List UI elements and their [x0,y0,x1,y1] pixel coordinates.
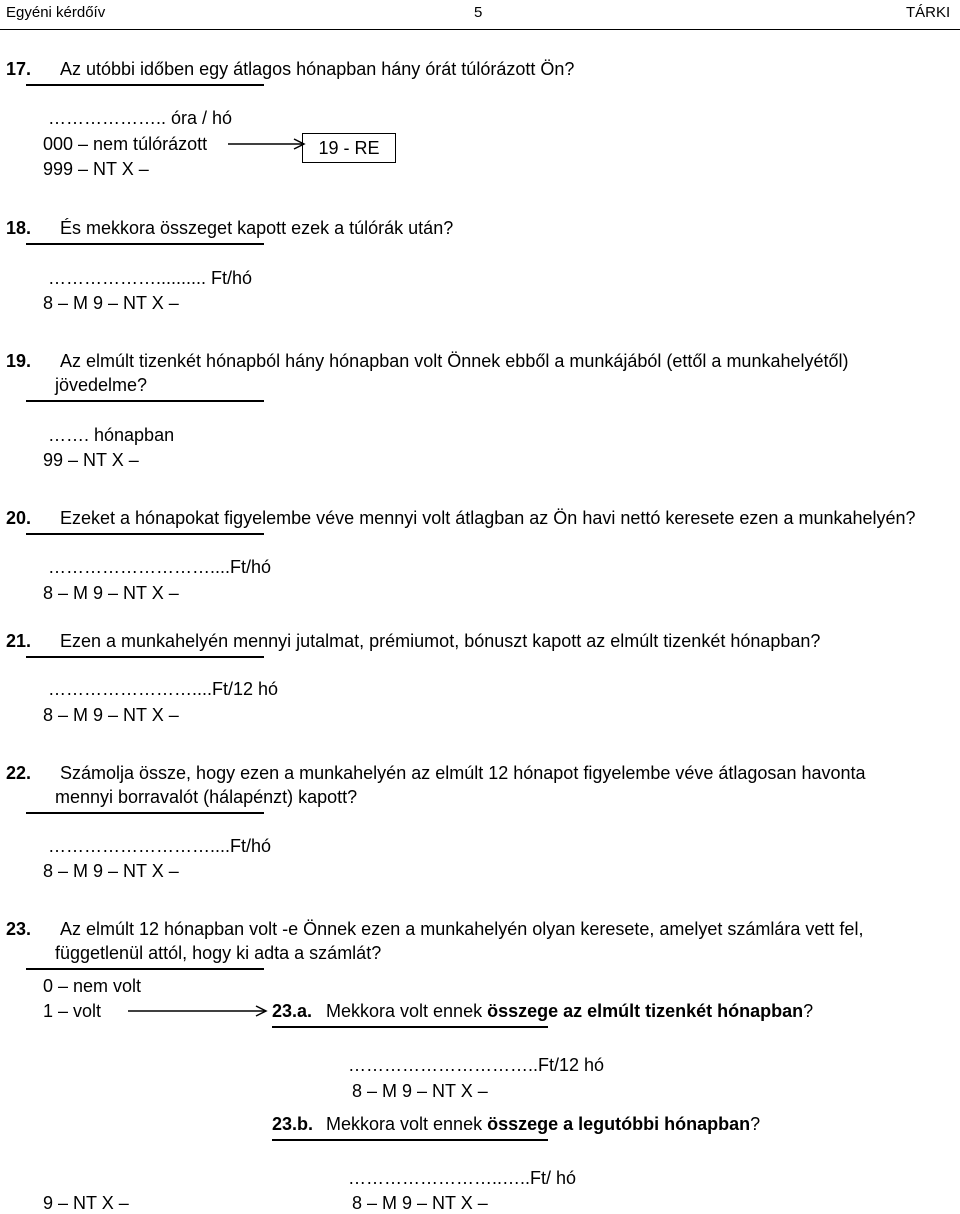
page-number: 5 [474,4,483,21]
q17-skip-box: 19 - RE [302,133,396,163]
q19-text-line1: Az elmúlt tizenkét hónapból hány hónapban volt Önnek ebből a munkájából (ettől a munkahelyétől) [60,351,849,371]
q17-number: 17. [6,59,32,79]
q17-answer: ……………….. óra / hó [48,108,233,128]
q21-number: 21. [6,631,32,651]
q23-number: 23. [6,919,32,939]
q17-rule [26,84,264,86]
q23-arrow [128,1006,270,1022]
q23b-rule [272,1139,548,1141]
header-right: TÁRKI [906,4,951,21]
q23-option-1: 1 – volt [43,1001,102,1021]
q23a-answer: …………………………..Ft/12 hó [348,1055,605,1075]
q18-codes: 8 – M 9 – NT X – [43,293,179,313]
q21-rule [26,656,264,658]
q23b-number: 23.b. [272,1114,314,1134]
q20-number: 20. [6,508,32,528]
q23a-rule [272,1026,548,1028]
q22-number: 22. [6,763,32,783]
header-left: Egyéni kérdőív [6,4,106,21]
q20-rule [26,533,264,535]
q23-text-line2: függetlenül attól, hogy ki adta a számlát? [55,943,382,963]
q19-answer: ……. hónapban [48,425,175,445]
q22-text-line2: mennyi borravalót (hálapénzt) kapott? [55,787,358,807]
q19-text-line2: jövedelme? [55,375,148,395]
q23a-codes: 8 – M 9 – NT X – [352,1081,488,1101]
q23a-text: Mekkora volt ennek összege az elmúlt tizenkét hónapban? [326,1001,814,1021]
q23a-number: 23.a. [272,1001,313,1021]
q21-codes: 8 – M 9 – NT X – [43,705,179,725]
q23b-codes: 8 – M 9 – NT X – [352,1193,488,1213]
q17-text: Az utóbbi időben egy átlagos hónapban hány órát túlórázott Ön? [60,59,575,79]
q22-text-line1: Számolja össze, hogy ezen a munkahelyén az elmúlt 12 hónapot figyelembe véve átlagosan havonta [60,763,866,783]
q21-answer: ……………………....Ft/12 hó [48,679,279,699]
q17-option-000: 000 – nem túlórázott [43,134,208,154]
q19-rule [26,400,264,402]
q23-text-line1: Az elmúlt 12 hónapban volt -e Önnek ezen a munkahelyén olyan keresete, amelyet számlára vett fel, [60,919,864,939]
header-rule [0,29,960,30]
q18-answer: ……………….......... Ft/hó [48,268,253,288]
q18-rule [26,243,264,245]
q20-codes: 8 – M 9 – NT X – [43,583,179,603]
q18-text: És mekkora összeget kapott ezek a túlórák után? [60,218,454,238]
q23-rule [26,968,264,970]
q22-answer: ………………………....Ft/hó [48,836,272,856]
q21-text: Ezen a munkahelyén mennyi jutalmat, prémiumot, bónuszt kapott az elmúlt tizenkét hónapban? [60,631,821,651]
q23b-text: Mekkora volt ennek összege a legutóbbi hónapban? [326,1114,761,1134]
q22-rule [26,812,264,814]
q19-number: 19. [6,351,32,371]
q22-codes: 8 – M 9 – NT X – [43,861,179,881]
q17-option-999: 999 – NT X – [43,159,149,179]
q23b-answer: ……………………..…..Ft/ hó [348,1168,577,1188]
q20-answer: ………………………....Ft/hó [48,557,272,577]
q18-number: 18. [6,218,32,238]
q17-skip-arrow [228,139,308,155]
q23-option-nt: 9 – NT X – [43,1193,129,1213]
q19-codes: 99 – NT X – [43,450,139,470]
q20-text: Ezeket a hónapokat figyelembe véve mennyi volt átlagban az Ön havi nettó keresete ezen a munkahelyén? [60,508,916,528]
q23-option-0: 0 – nem volt [43,976,142,996]
